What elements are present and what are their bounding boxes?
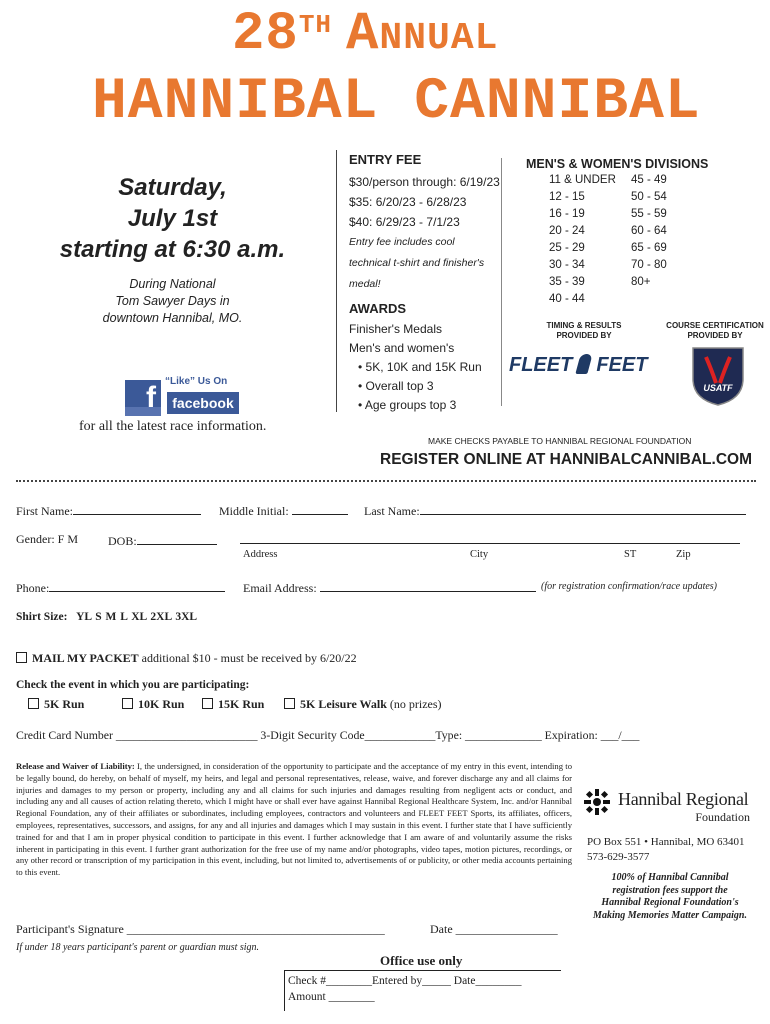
- entry-fee-heading: ENTRY FEE: [349, 152, 422, 167]
- facebook-wordmark: facebook: [167, 392, 239, 414]
- dob-input[interactable]: [137, 532, 217, 545]
- feet-logo-text: FEET: [596, 354, 648, 376]
- date-line-1: Saturday,: [118, 174, 227, 201]
- division-right: 50 - 54: [631, 191, 667, 203]
- division-row: [549, 191, 689, 208]
- email-label: Email Address:: [243, 581, 317, 595]
- foundation-note-4: Making Memories Matter Campaign.: [593, 909, 747, 921]
- division-right: 65 - 69: [631, 242, 667, 254]
- credit-card-line[interactable]: Credit Card Number ________________________ 3-Digit Security Code____________Type: _____________ Expiration: ___/___: [16, 728, 640, 742]
- division-left: 12 - 15: [549, 191, 585, 203]
- gender-label: Gender: F M: [16, 532, 78, 546]
- division-right: 80+: [631, 276, 651, 288]
- certification-label: [665, 321, 765, 341]
- event-5k-option[interactable]: [28, 697, 122, 712]
- facebook-caption: for all the latest race information.: [79, 419, 267, 434]
- division-row: [549, 293, 689, 310]
- office-heading: Office use only: [380, 953, 463, 968]
- division-left: 40 - 44: [549, 293, 585, 305]
- division-row: [549, 259, 689, 276]
- bullet-text: 5K, 10K and 15K Run: [365, 360, 482, 374]
- city-label: City: [470, 549, 489, 560]
- division-left: 25 - 29: [549, 242, 585, 254]
- bullet-text: Age groups top 3: [364, 398, 457, 412]
- phone-field[interactable]: [16, 579, 225, 596]
- right-divider: [501, 158, 502, 406]
- email-note: (for registration confirmation/race updates): [541, 581, 718, 592]
- st-label: ST: [624, 549, 637, 560]
- division-right: 70 - 80: [631, 259, 667, 271]
- division-row: [549, 208, 689, 225]
- location-line-3: downtown Hannibal, MO.: [102, 311, 243, 325]
- division-left: 20 - 24: [549, 225, 585, 237]
- mail-packet-checkbox[interactable]: [16, 652, 27, 663]
- facebook-like-text: “Like” Us On: [165, 376, 228, 387]
- event-10k-checkbox[interactable]: [122, 698, 133, 709]
- office-line-2[interactable]: Amount ________: [288, 991, 375, 1003]
- division-left: 35 - 39: [549, 276, 585, 288]
- fleet-feet-logo: [509, 354, 659, 382]
- foundation-note-3: Hannibal Regional Foundation's: [601, 897, 739, 908]
- first-name-field[interactable]: [16, 502, 201, 519]
- last-name-field[interactable]: [364, 502, 746, 519]
- bullet-text: Overall top 3: [365, 379, 434, 393]
- date-line-2: July 1st: [127, 205, 218, 232]
- fee-line-1: $30/person through: 6/19/23: [349, 175, 500, 189]
- event-leisure-label: 5K Leisure Walk: [300, 697, 387, 711]
- location-line-2: Tom Sawyer Days in: [115, 294, 230, 308]
- last-name-input[interactable]: [420, 502, 746, 515]
- fleet-logo-text: FLEET: [509, 354, 573, 376]
- email-input[interactable]: [320, 579, 536, 592]
- awards-line-1: Finisher's Medals: [349, 322, 442, 336]
- office-box: [284, 970, 561, 1011]
- register-online: REGISTER ONLINE AT HANNIBALCANNIBAL.COM: [380, 451, 752, 468]
- cut-line: [16, 480, 756, 482]
- shirt-size-field[interactable]: [16, 611, 197, 623]
- fee-note-3: medal!: [349, 278, 381, 290]
- waiver-body: I, the undersigned, in consideration of the opportunity to participate and the acceptance of my entry in this event, intending to be legally bound, do hereby, on behalf of myself, my heirs, and legal and personal representatives, release, waive, and forever discharge any and all claims for injuries and damages to my person or property, including any and all claims for such injuries and damages resulting from negligent acts or conduct, and including any and all causes of action relating thereto, which I might have or shall ever have against Hannibal Regional Healthcare System, Inc. and/or Hannibal Regional Foundation, any of their affiliates or subordinates, including employees, contractors and volunteers and FLEET FEET Sports, its affiliates, officers, employees, representatives, successors, and assigns, for any and all injuries and damages which I may sustain in this event. I further state that I have sufficiently trained for and that I am in proper physical condition to participate in this event. I further acknowledge that I am aware of and voluntarily assume the risks inherent in participating in this event. I further grant authorization for the free use of my name and/or photographs, video tapes, motion pictures, recordings, or any other record or transcription of my participation in this event, including, but not limited to, advertisements of or publicity, or other media accounts pertaining to this event.: [16, 761, 572, 878]
- phone-label: Phone:: [16, 581, 50, 595]
- entry-fee-list: [349, 172, 500, 232]
- mail-packet-note: additional $10 - must be received by 6/20/22: [138, 651, 357, 665]
- center-divider: [336, 150, 337, 412]
- shirt-size-label: Shirt Size:: [16, 611, 68, 623]
- fee-line-2: $35: 6/20/23 - 6/28/23: [349, 195, 467, 209]
- awards-line-2: Men's and women's: [349, 341, 455, 355]
- event-leisure-note: (no prizes): [386, 697, 442, 711]
- division-right: 60 - 64: [631, 225, 667, 237]
- awards-bullet-2: • Overall top 3: [358, 379, 434, 393]
- mail-packet-label: MAIL MY PACKET: [32, 651, 139, 665]
- foundation-emblem-icon: [584, 789, 610, 815]
- fee-note-2: technical t-shirt and finisher's: [349, 257, 485, 269]
- event-options: [28, 697, 442, 712]
- division-row: [549, 276, 689, 293]
- division-right: 55 - 59: [631, 208, 667, 220]
- foundation-name: Hannibal Regional: [618, 789, 749, 809]
- title-superscript: TH: [298, 10, 333, 40]
- division-left: 16 - 19: [549, 208, 585, 220]
- zip-label: Zip: [676, 549, 691, 560]
- foundation-note: [586, 872, 754, 922]
- awards-heading: AWARDS: [349, 301, 407, 316]
- minor-note: If under 18 years participant's parent or guardian must sign.: [16, 942, 260, 953]
- awards-bullet-3: • Age groups top 3: [358, 398, 457, 412]
- facebook-block[interactable]: [125, 376, 240, 416]
- foundation-note-2: registration fees support the: [612, 884, 728, 896]
- last-name-label: Last Name:: [364, 504, 420, 518]
- foundation-note-1: 100% of Hannibal Cannibal: [611, 872, 729, 883]
- mail-packet-option[interactable]: [16, 651, 357, 666]
- gender-field[interactable]: [16, 532, 78, 547]
- division-right: 45 - 49: [631, 174, 667, 186]
- participant-signature[interactable]: Participant's Signature ___________________________________________: [16, 922, 385, 936]
- awards-bullet-1: • 5K, 10K and 15K Run: [358, 360, 482, 374]
- waiver-title: Release and Waiver of Liability:: [16, 761, 135, 771]
- event-5k-label: 5K Run: [44, 697, 85, 711]
- entry-fee-note: [349, 232, 484, 295]
- event-5k-checkbox[interactable]: [28, 698, 39, 709]
- cert-line-2: PROVIDED BY: [687, 331, 743, 340]
- shirt-size-options[interactable]: YL S M L XL 2XL 3XL: [76, 611, 198, 623]
- dob-field[interactable]: [108, 532, 217, 549]
- events-heading: Check the event in which you are participating:: [16, 679, 250, 691]
- awards-body: [349, 320, 482, 415]
- division-row: [549, 174, 689, 191]
- address-line[interactable]: [240, 531, 740, 544]
- date-line-3: starting at 6:30 a.m.: [59, 236, 286, 263]
- foundation-logo: [584, 787, 754, 827]
- title-annual: Annual: [346, 4, 499, 65]
- timing-line-1: TIMING & RESULTS: [546, 321, 622, 330]
- first-name-input[interactable]: [73, 502, 201, 515]
- email-field[interactable]: [243, 579, 536, 596]
- event-leisure-checkbox[interactable]: [284, 698, 295, 709]
- waiver-text: [16, 761, 572, 879]
- middle-initial-input[interactable]: [292, 502, 348, 515]
- dob-label: DOB:: [108, 534, 137, 548]
- event-15k-label: 15K Run: [218, 697, 265, 711]
- event-10k-label: 10K Run: [138, 697, 185, 711]
- foundation-sub: Foundation: [695, 810, 750, 824]
- middle-initial-label: Middle Initial:: [219, 504, 289, 518]
- usatf-text: USATF: [703, 383, 733, 393]
- checks-note: MAKE CHECKS PAYABLE TO HANNIBAL REGIONAL FOUNDATION: [428, 436, 692, 446]
- middle-initial-field[interactable]: [219, 502, 348, 519]
- timing-line-2: PROVIDED BY: [556, 331, 612, 340]
- event-location: [60, 276, 285, 327]
- signature-date[interactable]: Date _________________: [430, 922, 558, 936]
- title-line-1: [232, 4, 562, 70]
- fee-note-1: Entry fee includes cool: [349, 236, 455, 248]
- facebook-f-icon: f: [125, 380, 161, 416]
- division-row: [549, 242, 689, 259]
- usatf-logo: [690, 345, 746, 407]
- first-name-label: First Name:: [16, 504, 73, 518]
- office-line-1[interactable]: Check #________Entered by_____ Date________: [288, 975, 522, 987]
- event-title: HANNIBAL CANNIBAL: [92, 70, 701, 135]
- cert-line-1: COURSE CERTIFICATION: [666, 321, 764, 330]
- event-10k-option[interactable]: [122, 697, 202, 712]
- event-leisure-option[interactable]: [284, 697, 442, 711]
- division-row: [549, 225, 689, 242]
- division-left: 30 - 34: [549, 259, 585, 271]
- flame-icon: [576, 354, 593, 374]
- location-line-1: During National: [129, 277, 216, 291]
- address-label: Address: [243, 549, 278, 560]
- title-number: 28: [232, 4, 299, 65]
- foundation-address: PO Box 551 • Hannibal, MO 63401: [587, 836, 745, 848]
- divisions-heading: MEN'S & WOMEN'S DIVISIONS: [526, 157, 709, 171]
- event-date: [40, 172, 305, 265]
- fee-line-3: $40: 6/29/23 - 7/1/23: [349, 215, 460, 229]
- foundation-phone: 573-629-3577: [587, 851, 650, 863]
- event-15k-option[interactable]: [202, 697, 284, 712]
- divisions-table: [549, 174, 689, 310]
- phone-input[interactable]: [49, 579, 225, 592]
- division-left: 11 & UNDER: [549, 174, 616, 186]
- event-15k-checkbox[interactable]: [202, 698, 213, 709]
- timing-label: [524, 321, 644, 341]
